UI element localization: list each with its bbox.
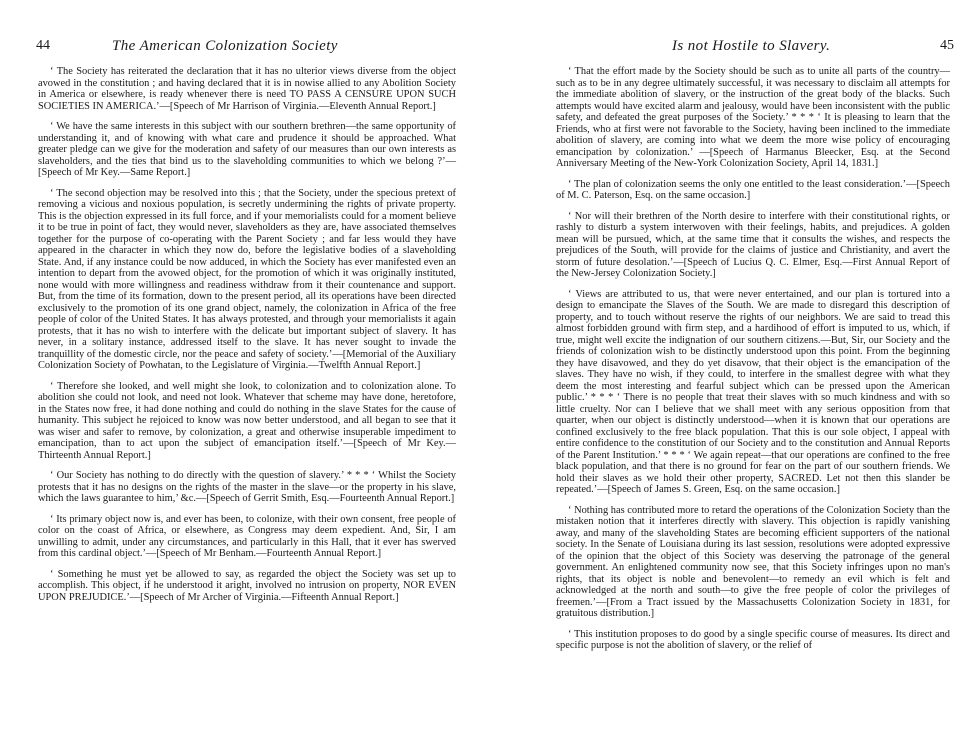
quote-paragraph: ‘ We have the same interests in this subject with our southern brethren—the same opportunity of understanding it, and of knowing with what care and prudence it should be approached. What greater pledge can we give for the moderation and safety of our measures than our own interests as slaveholders, and the ties that bind us to the slaveholding communities to which we belong ?’—[Speech of Mr Key.—Same Report.] [38,121,456,178]
page-number: 45 [940,38,954,53]
right-page-header [490,38,980,58]
quote-paragraph: ‘ The plan of colonization seems the only one entitled to the least consideration.’—[Speech of M. C. Paterson, Esq. on the same occasion.] [556,178,950,201]
quote-paragraph: ‘ Its primary object now is, and ever has been, to colonize, with their own consent, free people of color on the coast of Africa, or elsewhere, as Congress may deem expedient. And, Sir, I am unwilling to admit, under any circumstances, and particularly in this Hall, that it ever has swerved from this cardinal object.’—[Speech of Mr Benham.—Fourteenth Annual Report.] [38,513,456,559]
quote-paragraph: ‘ Something he must yet be allowed to say, as regarded the object the Society was set up to accomplish. This object, if he understood it aright, involved no intrusion on property, NOR EVEN UPON PREJUDICE.’—[Speech of Mr Archer of Virginia.—Fifteenth Annual Report.] [38,568,456,603]
running-title: Is not Hostile to Slavery. [672,38,831,54]
left-page-header [0,38,490,58]
right-page [490,0,980,741]
quote-paragraph: ‘ That the effort made by the Society should be such as to unite all parts of the country—such as to be in any degree ultimately successful, it was necessary to disclaim all attempts for the immediate abolition of slavery, or the instruction of the great body of the blacks. Such attempts would have excited alarm and jealousy, would have been inconsistent with the public safety, and defeated the great purposes of the Society.’ * * * ‘ It is pleasing to learn that the Friends, who at first were not favorable to the Society, having been inclined to the immediate abolition of slavery, are coming into what we deem the more wise policy of encouraging emancipation by colonization.’ —[Speech of Harmanus Bleecker, Esq. at the Second Anniversary Meeting of the New-York Colonization Society, April 14, 1831.] [556,66,950,169]
quote-paragraph: ‘ This institution proposes to do good by a single specific course of measures. Its direct and specific purpose is not the abolition of slavery, or the relief of [556,628,950,651]
quote-paragraph: ‘ Nor will their brethren of the North desire to interfere with their constitutional rights, or rashly to disturb a system interwoven with their feelings, habits, and prejudices. A golden mean will be pursued, which, at the same time that it consults the wishes, and respects the prejudices of the South, will provide for the claims of justice and Christianity, and avert the storm of future desolation.’—[Speech of Lucius Q. C. Elmer, Esq.—First Annual Report of the New-Jersey Colonization Society.] [556,210,950,279]
left-page-text [38,66,456,612]
quote-paragraph: ‘ The Society has reiterated the declaration that it has no ulterior views diverse from the object avowed in the constitution ; and having declared that it is in nowise allied to any Abolition Society in America or elsewhere, is ready whenever there is need TO PASS A CENSURE UPON SUCH SOCIETIES IN AMERICA.’—[Speech of Mr Harrison of Virginia.—Eleventh Annual Report.] [38,66,456,112]
running-title: The American Colonization Society [112,38,338,54]
page-number: 44 [36,38,50,53]
quote-paragraph: ‘ Views are attributed to us, that were never entertained, and our plan is tortured into a design to emancipate the Slaves of the South. We are made to disregard this description of property, and to touch without reserve the rights of our neighbors. We are said to tread this almost forbidden ground with firm step, and a hardihood of effort is imputed to us, which, if true, might well excite the indignation of our southern citizens.—But, Sir, our Society and the friends of colonization wish to be distinctly understood upon this point. From the beginning they have disavowed, and they do yet disavow, that their object is the emancipation of the slaves. They have no wish, if they could, to interfere in the smallest degree with what they deem the most interesting and fearful subject which can be pressed upon the American public.’ * * * ‘ There is no people that treat their slaves with so much kindness and with so little cruelty. Nor can I believe that we shall meet with any serious opposition from that quarter, when our object is distinctly understood—when it is known that our operations are confined exclusively to the free black population. That this is our sole object, I appeal with entire confidence to the constitution of our Society and to the constitution and Annual Reports of the Parent Institution.’ * * * ‘ We again repeat—that our operations are confined to the free black population, and that there is no ground for fear on the part of our southern friends. We hold their slaves as we hold their other property, SACRED. Let not then this slander be repeated.’—[Speech of James S. Green, Esq. on the same occasion.] [556,288,950,495]
quote-paragraph: ‘ Therefore she looked, and well might she look, to colonization and to colonization alone. To abolition she could not look, and need not look. Whatever that scheme may have done, heretofore, in the States now free, it had done nothing and could do nothing in the slave States for the cause of humanity. This subject he rejoiced to know was now better understood, and all began to see that it was wiser and safer to remove, by colonization, a great and otherwise insuperable impediment to emancipation, than to act upon the subject of emancipation itself.’—[Speech of Mr Key.—Thirteenth Annual Report.] [38,380,456,461]
quote-paragraph: ‘ The second objection may be resolved into this ; that the Society, under the specious pretext of removing a vicious and noxious population, is secretly undermining the rights of private property. This is the objection expressed in its full force, and if your memorialists could for a moment believe it to be true in point of fact, they would never, slaveholders as they are, have associated themselves together for the purpose of co-operating with the Parent Society ; and far less would they have appeared in the character in which they now do, before the legislative bodies of a slaveholding State. And, if any instance could be now adduced, in which the Society has ever manifested even an intention to depart from the avowed object, for the promotion of which it was originally instituted, none would with more willingness and readiness withdraw from it their countenance and support. But, from the time of its formation, down to the present period, all its operations have been directed exclusively to the promotion of its one grand object, namely, the colonization in Africa of the free people of color of the United States. It has always protested, and through your memorialists it again protests, that it has no wish to interfere with the delicate but important subject of slavery. It has never, in a solitary instance, addressed itself to the slave. It has never sought to invade the tranquillity of the domestic circle, nor the peace and safety of society.’—[Memorial of the Auxiliary Colonization Society of Powhatan, to the Legislature of Virginia.—Twelfth Annual Report.] [38,187,456,371]
right-page-text [556,66,950,661]
quote-paragraph: ‘ Our Society has nothing to do directly with the question of slavery.’ * * * ‘ Whilst the Society protests that it has no designs on the rights of the master in the slave—or the property in his slave, which the laws guarantee to him,’ &c.—[Speech of Gerrit Smith, Esq.—Fourteenth Annual Report.] [38,470,456,504]
quote-paragraph: ‘ Nothing has contributed more to retard the operations of the Colonization Society than the mistaken notion that it interferes directly with slavery. This objection is rapidly vanishing away, and many of the slaveholding States are becoming efficient supporters of the national society. In the Senate of Louisiana during its last session, resolutions were adopted expressive of the opinion that the object of this Society was deserving the patronage of the general government. An enlightened community now see, that this Society infringes upon no man's rights, that its object is noble and benevolent—to remedy an evil which is felt and acknowledged at the north and south—to give the free people of color the privileges of freemen.’—[From a Tract issued by the Massachusetts Colonization Society in 1831, for gratuitous distribution.] [556,504,950,619]
